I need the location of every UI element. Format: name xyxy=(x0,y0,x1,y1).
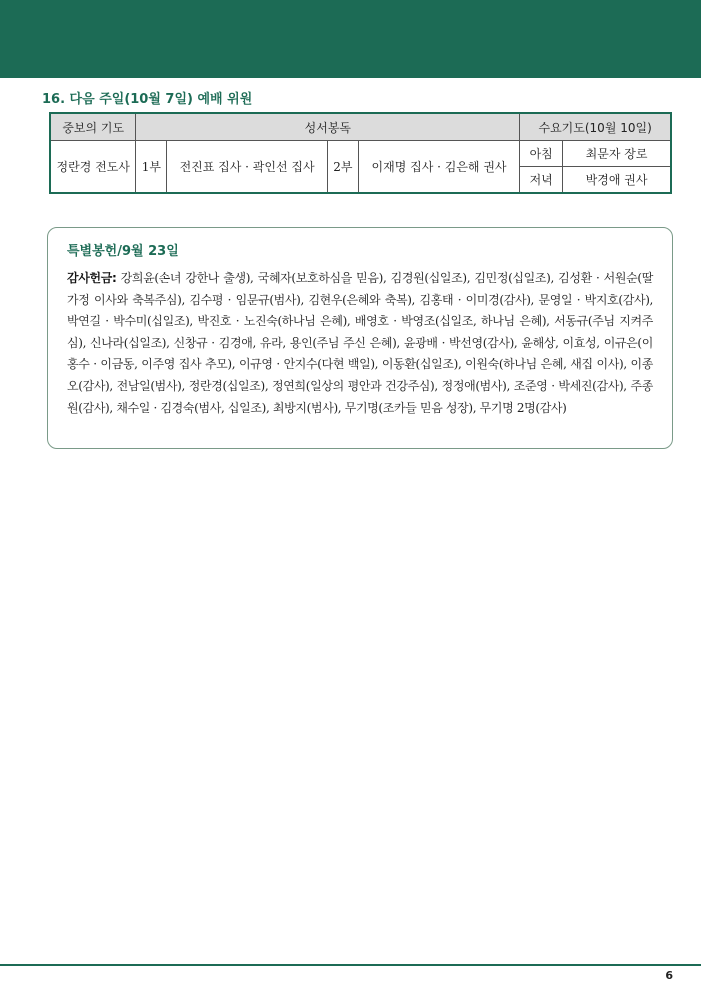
offering-body xyxy=(67,268,653,419)
offering-text: 강희윤(손녀 강한나 출생), 국혜자(보호하심을 믿음), 김경원(십일조), 김민정(십일조), 김성환 · 서원순(딸 가정 이사와 축복주심), 김수평 · 임문규(범사), 김현우(은혜와 축복), 김홍태 · 이미경(감사), 문영일 · 박지호(감사), 박연길 · 박수미(십일조), 박진호 · 노진숙(하나님 은혜), 배영호 · 박영조(십일조, 하나님 은혜), 서동규(주님 지켜주심), 신나라(십일조), 신창규 · 김경애, 유라, 용인(주님 주신 은혜), 윤광배 · 박선영(감사), 윤해상, 이효성, 이규은(이홍수 · 이금동, 이주영 집사 추모), 이규영 · 안지수(다현 백일), 이동환(십일조), 이원숙(하나님 은혜, 새집 이사), 이종오(감사), 전남일(범사), 정란경(십일조), 정연희(일상의 평안과 건강주심), 정정애(범사), 조준영 · 박세진(감사), 주종원(감사), 채수일 · 김경숙(범사, 십일조), 최방지(범사), 무기명(조카들 믿음 성장), 무기명 2명(감사) xyxy=(67,271,653,415)
offering-label: 감사헌금: xyxy=(67,271,117,285)
part1-names: 전진표 집사 · 곽인선 집사 xyxy=(167,141,328,194)
header-band xyxy=(0,0,701,78)
header-scripture: 성서봉독 xyxy=(136,113,520,141)
intercession-name: 정란경 전도사 xyxy=(50,141,136,194)
wednesday-evening-label: 저녁 xyxy=(520,167,563,194)
wednesday-morning-name: 최문자 장로 xyxy=(563,141,671,167)
worship-duty-table xyxy=(49,112,672,194)
part2-names: 이재명 집사 · 김은해 권사 xyxy=(358,141,520,194)
wednesday-morning-label: 아침 xyxy=(520,141,563,167)
footer-divider xyxy=(0,964,701,966)
table-row xyxy=(50,141,671,167)
header-intercession: 중보의 기도 xyxy=(50,113,136,141)
offering-title: 특별봉헌/9월 23일 xyxy=(67,244,179,259)
special-offering-box xyxy=(47,227,673,449)
section-title: 16. 다음 주일(10월 7일) 예배 위원 xyxy=(42,92,253,107)
page-number: 6 xyxy=(665,969,673,982)
part1-label: 1부 xyxy=(136,141,167,194)
part2-label: 2부 xyxy=(327,141,358,194)
header-wednesday: 수요기도(10월 10일) xyxy=(520,113,671,141)
table-header-row xyxy=(50,113,671,141)
wednesday-evening-name: 박경애 권사 xyxy=(563,167,671,194)
